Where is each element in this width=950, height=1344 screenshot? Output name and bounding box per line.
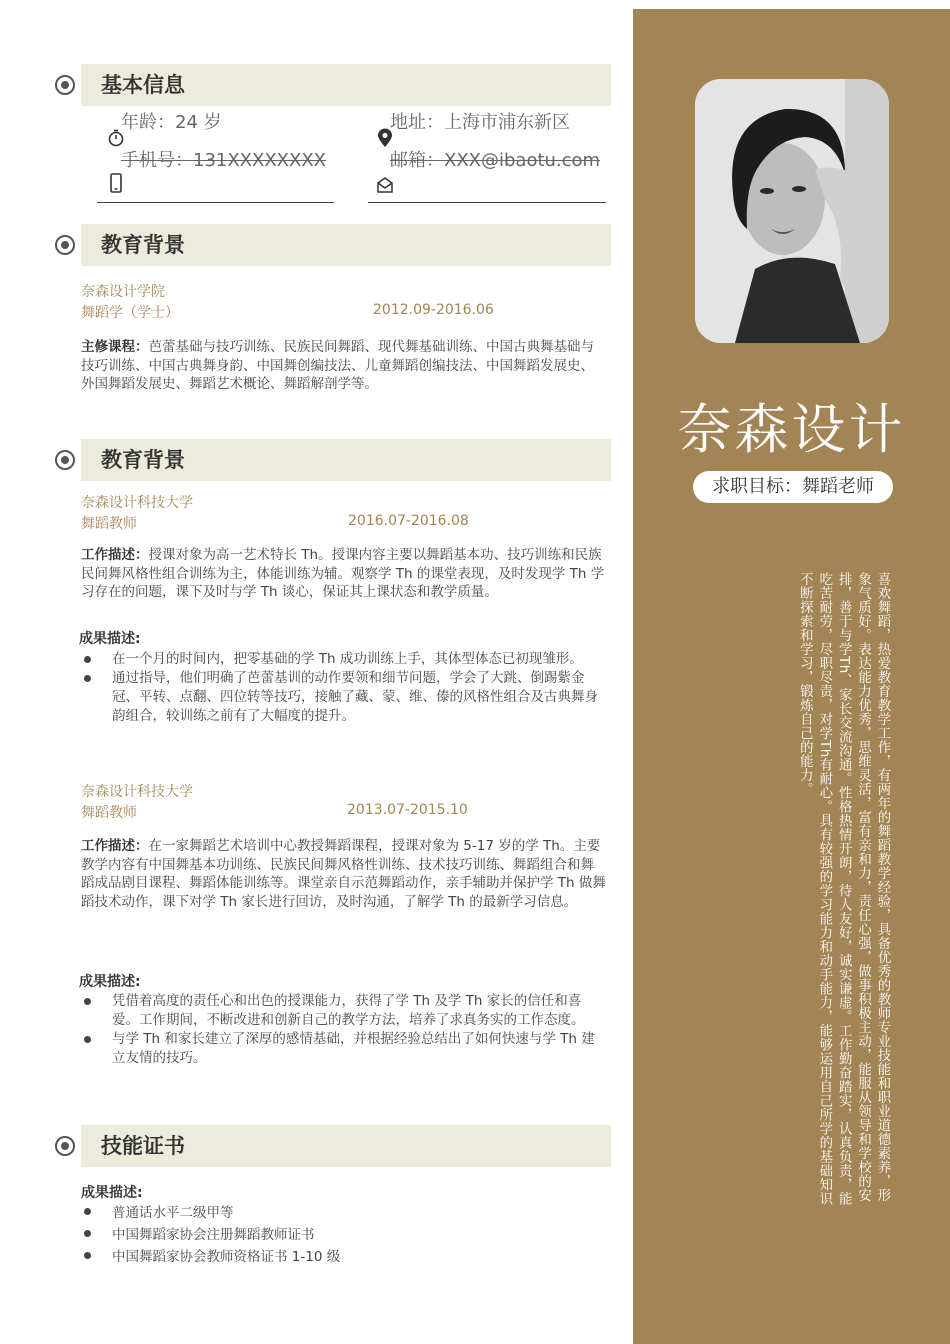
job-role: 舞蹈教师 xyxy=(81,805,137,821)
list-item: 中国舞蹈家协会注册舞蹈教师证书 xyxy=(81,1224,607,1246)
section-title: 基本信息 xyxy=(101,73,185,97)
section-title: 教育背景 xyxy=(101,448,185,472)
list-item: 通过指导，他们明确了芭蕾基训的动作要领和细节问题，学会了大跳、倒踢紫金冠、平转、点翻、四位转等技巧，接触了藏、蒙、维、傣的风格性组合及古典舞身韵组合，较训练之前有了大幅度的提升。 xyxy=(81,669,607,726)
section-bullet-icon xyxy=(55,75,75,95)
section-bullet-icon xyxy=(55,450,75,470)
result-list xyxy=(81,650,607,726)
company-name: 奈森设计科技大学 xyxy=(81,784,193,800)
skills-list xyxy=(81,1202,607,1268)
stopwatch-icon xyxy=(107,128,125,148)
job-date: 2013.07-2015.10 xyxy=(347,802,468,818)
address-text: 地址：上海市浦东新区 xyxy=(390,112,570,133)
course-label: 主修课程： xyxy=(81,339,149,355)
candidate-name: 奈森设计 xyxy=(677,398,906,461)
section-title: 技能证书 xyxy=(101,1134,185,1158)
section-bullet-icon xyxy=(55,1136,75,1156)
job-date: 2016.07-2016.08 xyxy=(348,513,469,529)
email-text: 邮箱：XXX@ibaotu.com xyxy=(390,150,601,171)
list-item: 普通话水平二级甲等 xyxy=(81,1202,607,1224)
profile-photo xyxy=(695,79,889,343)
mobile-phone-icon xyxy=(107,173,125,193)
list-item: 凭借着高度的责任心和出色的授课能力，获得了学 Th 及学 Th 家长的信任和喜爱。工作期间，不断改进和创新自己的教学方法，培养了求真务实的工作态度。 xyxy=(81,992,607,1030)
school-name: 奈森设计学院 xyxy=(81,284,165,300)
list-item: 中国舞蹈家协会教师资格证书 1-10 级 xyxy=(81,1246,607,1268)
company-name: 奈森设计科技大学 xyxy=(81,495,193,511)
divider-line xyxy=(368,202,606,203)
section-experience xyxy=(55,439,611,481)
phone-text: 手机号：131XXXXXXXX xyxy=(121,150,327,171)
study-date: 2012.09-2016.06 xyxy=(373,302,494,318)
section-basic-info xyxy=(55,64,611,106)
age-text: 年龄：24 岁 xyxy=(121,112,222,133)
course-paragraph xyxy=(81,338,607,394)
section-title: 教育背景 xyxy=(101,233,185,257)
list-item: 在一个月的时间内，把零基础的学 Th 成功训练上手，其体型体态已初现雏形。 xyxy=(81,650,607,669)
section-skills xyxy=(55,1125,611,1167)
desc-text: 授课对象为高一艺术特长 Th。授课内容主要以舞蹈基本功、技巧训练和民族民间舞风格性组合训练为主，体能训练为辅。观察学 Th 的课堂表现，及时发现学 Th 学习存在的问题，课下及时与学 Th 谈心，保证其上课状态和教学质量。 xyxy=(81,547,605,600)
desc-text: 在一家舞蹈艺术培训中心教授舞蹈课程，授课对象为 5-17 岁的学 Th。主要教学内容有中国舞基本功训练、民族民间舞风格性训练、技术技巧训练、舞蹈组合和舞蹈成品剧目课程、舞蹈体能训练等。课堂亲自示范舞蹈动作，亲手辅助并保护学 Th 做舞蹈技术动作，课下对学 Th 家长进行回访，及时沟通，了解学 Th 的最新学习信息。 xyxy=(81,838,606,910)
list-item: 与学 Th 和家长建立了深厚的感情基础，并根据经验总结出了如何快速与学 Th 建立友情的技巧。 xyxy=(81,1030,607,1068)
desc-label: 工作描述： xyxy=(81,838,149,854)
divider-line xyxy=(97,202,334,203)
desc-label: 工作描述： xyxy=(81,547,149,563)
envelope-icon xyxy=(376,175,394,195)
course-list: 芭蕾基础与技巧训练、民族民间舞蹈、现代舞基础训练、中国古典舞基础与技巧训练、中国古典舞身韵、中国舞创编技法、儿童舞蹈创编技法、中国舞蹈发展史、外国舞蹈发展史、舞蹈艺术概论、舞蹈解剖学等。 xyxy=(81,339,594,392)
job-role: 舞蹈教师 xyxy=(81,516,137,532)
result-list xyxy=(81,992,607,1068)
result-label: 成果描述: xyxy=(79,631,141,647)
self-evaluation: 喜欢舞蹈，热爱教育教学工作，有两年的舞蹈教学经验，具备优秀的教师专业技能和职业道德素养，形象气质好。表达能力优秀，思维灵活，富有亲和力，责任心强，做事积极主动，能服从领导和学校的安排，善于与学Th、家长交流沟通。性格热情开朗，待人友好，诚实谦虚。工作勤奋踏实，认真负责，能吃苦耐劳，尽职尽责，对学Th有耐心。具有较强的学习能力和动手能力，能够运用自己所学的基础知识不断探索和学习，锻炼自己的能力。 xyxy=(797,572,890,1206)
skills-label: 成果描述: xyxy=(81,1185,143,1201)
job-description xyxy=(81,837,607,911)
section-education xyxy=(55,224,611,266)
major-name: 舞蹈学（学士） xyxy=(81,305,179,321)
job-description xyxy=(81,546,607,602)
location-pin-icon xyxy=(376,128,394,148)
job-objective: 求职目标：舞蹈老师 xyxy=(693,471,893,503)
result-label: 成果描述: xyxy=(79,974,141,990)
section-bullet-icon xyxy=(55,235,75,255)
